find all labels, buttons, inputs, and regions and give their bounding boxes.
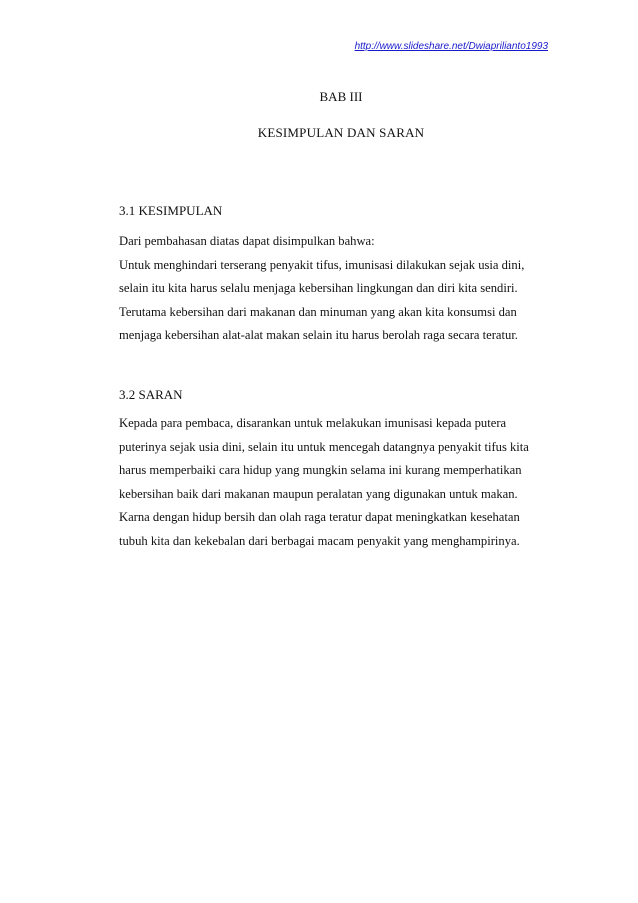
paragraph-line: Kepada para pembaca, disarankan untuk melakukan imunisasi kepada putera — [119, 416, 507, 430]
paragraph-kesimpulan — [119, 230, 539, 348]
section-heading-kesimpulan: 3.1 KESIMPULAN — [119, 203, 223, 218]
paragraph-line: kebersihan baik dari makanan maupun peralatan yang digunakan untuk makan. — [119, 486, 518, 501]
paragraph-line: Karna dengan hidup bersih dan olah raga teratur dapat meningkatkan kesehatan — [119, 510, 520, 525]
chapter-title: KESIMPULAN DAN SARAN — [257, 125, 425, 140]
paragraph-line: tubuh kita dan kekebalan dari berbagai macam penyakit yang menghampirinya. — [119, 533, 520, 548]
paragraph-line: Untuk menghindari terserang penyakit tifus, imunisasi dilakukan sejak usia dini, — [119, 257, 525, 272]
paragraph-saran — [119, 412, 539, 554]
chapter-number: BAB III — [319, 89, 363, 104]
paragraph-line: Dari pembahasan diatas dapat disimpulkan bahwa: — [119, 234, 375, 248]
source-url-link[interactable]: http://www.slideshare.net/Dwiaprilianto1993 — [354, 41, 548, 52]
paragraph-line: harus memperbaiki cara hidup yang mungkin selama ini kurang memperhatikan — [119, 463, 522, 478]
paragraph-line: selain itu kita harus selalu menjaga kebersihan lingkungan dan diri kita sendiri. — [119, 281, 518, 296]
section-heading-saran: 3.2 SARAN — [119, 387, 183, 402]
paragraph-line: puterinya sejak usia dini, selain itu untuk mencegah datangnya penyakit tifus kita — [119, 439, 529, 454]
paragraph-line: menjaga kebersihan alat-alat makan selain itu harus berolah raga secara teratur. — [119, 328, 518, 343]
paragraph-line: Terutama kebersihan dari makanan dan minuman yang akan kita konsumsi dan — [119, 304, 517, 319]
